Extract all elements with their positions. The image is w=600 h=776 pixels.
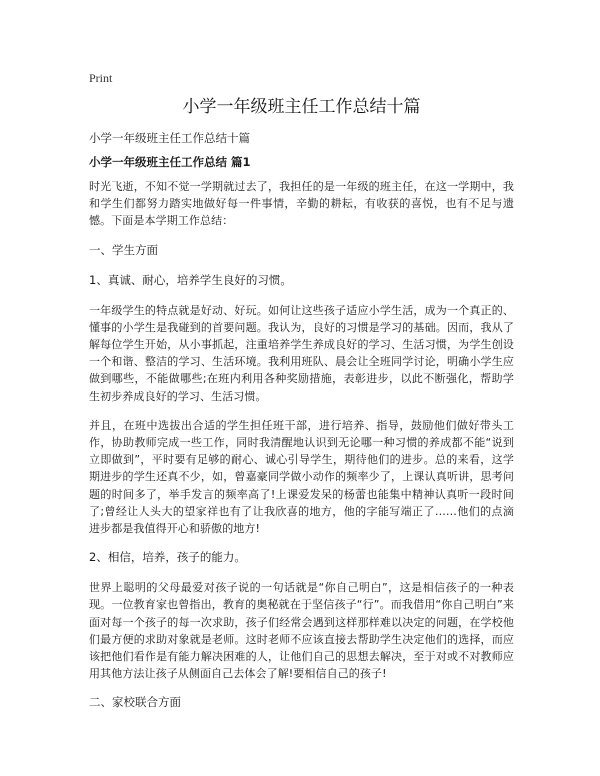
print-label[interactable]: Print (89, 71, 113, 85)
document-subtitle: 小学一年级班主任工作总结十篇 (89, 131, 250, 145)
item1-paragraph-1: 一年级学生的特点就是好动、好玩。如何让这些孩子适应小学生活，成为一个真正的、懂事的小学生是我碰到的首要问题。我认为，良好的习惯是学习的基础。因而，我从了解每位学生开始，从小事抓起，注重培养学生养成良好的学习、生活习惯，为学生创设一个和谐、整洁的学习、生活环境。我利用班队、晨会让全班同学讨论，明确小学生应做到哪些，不能做哪些;在班内利用各种奖励措施，表彰进步，以此不断强化，帮助学生初步养成良好的学习、生活习惯。 (89, 303, 514, 403)
item2-paragraph-1: 世界上聪明的父母最爱对孩子说的一句话就是“你自己明白”，这是相信孩子的一种表现。一位教育家也曾指出，教育的奥秘就在于坚信孩子“行”。而我借用“你自己明白”来面对每一个孩子的每一次求助，孩子们经常会遇到这样那样难以决定的问题，在学校他们最方便的求助对象就是老师。这时老师不应该直接去帮助学生决定他们的选择，而应该把他们看作是有能力解决困难的人，让他们自己的思想去解决，至于对或不对教师应用其他方法让孩子从侧面自己去体会了解!要相信自己的孩子! (89, 581, 514, 681)
item1-heading: 1、真诚、耐心，培养学生良好的习惯。 (89, 272, 292, 287)
section-heading: 小学一年级班主任工作总结 篇1 (89, 155, 251, 169)
item1-paragraph-2: 并且，在班中选拔出合适的学生担任班干部，进行培养、指导，鼓励他们做好带头工作，协助教师完成一些工作，同时我清醒地认识到无论哪一种习惯的养成都不能“说到立即做到”，平时要有足够的耐心、诚心引导学生，期待他们的进步。总的来看，这学期进步的学生还真不少，如，曾嘉豪同学做小动作的频率少了，上课认真听讲，思考问题的时间多了，举手发言的频率高了!上课爱发呆的杨蕾也能集中精神认真听一段时间了;曾经让人头大的望家祥也有了让我欣喜的地方，他的字能写端正了……他们的点滴进步都是我值得开心和骄傲的地方! (89, 418, 514, 536)
part2-heading: 二、家校联合方面 (89, 695, 181, 710)
part1-heading: 一、学生方面 (89, 242, 158, 257)
item2-heading: 2、相信，培养，孩子的能力。 (89, 550, 246, 565)
intro-paragraph: 时光飞逝，不知不觉一学期就过去了，我担任的是一年级的班主任，在这一学期中，我和学生们都努力踏实地做好每一件事情，辛勤的耕耘，有收获的喜悦，也有不足与遗憾。下面是本学期工作总结： (89, 180, 514, 228)
page-title: 小学一年级班主任工作总结十篇 (182, 97, 421, 117)
